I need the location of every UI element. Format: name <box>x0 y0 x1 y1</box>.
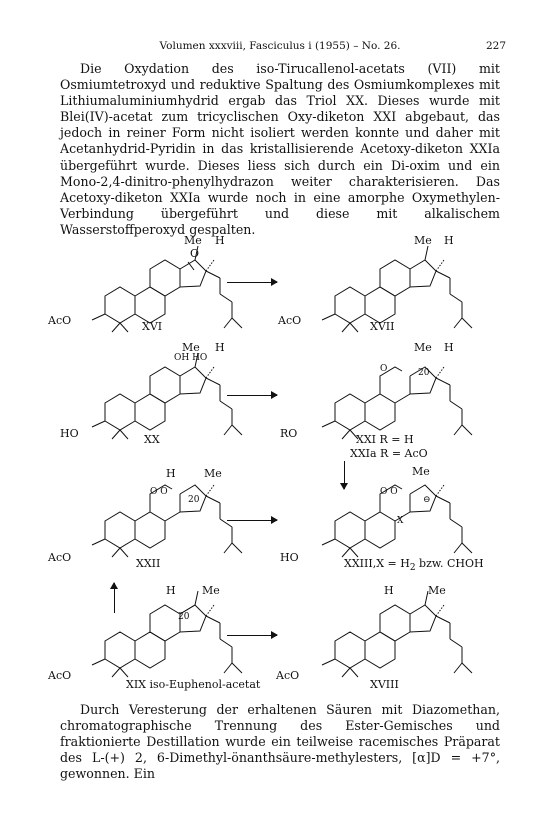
reaction-arrow-1 <box>227 282 277 283</box>
reaction-arrow-4 <box>227 520 277 521</box>
xxiii-o: O O <box>380 487 398 497</box>
xxiii-charge: ⊖ <box>423 495 431 505</box>
structure-xxi <box>322 367 472 439</box>
xx-label: XX <box>144 433 160 446</box>
xvii-label: XVII <box>370 320 395 333</box>
xxiii-ho: HO <box>280 551 299 564</box>
xviii-aco: AcO <box>276 669 300 682</box>
xvii-aco: AcO <box>278 314 302 327</box>
xvi-o: O <box>190 247 200 260</box>
xxii-h: H <box>166 467 176 480</box>
xix-me: Me <box>202 584 220 597</box>
xxiii-me: Me <box>412 465 430 478</box>
reaction-scheme-figure <box>48 234 512 695</box>
xxia-label: XXIa R = AcO <box>350 447 428 460</box>
xxi-o: O <box>380 364 388 374</box>
running-title: Volumen xxxviii, Fasciculus i (1955) – No. 26. <box>159 40 401 52</box>
xvi-h: H <box>215 234 225 247</box>
xvi-aco: AcO <box>48 314 72 327</box>
xx-me: Me <box>182 341 200 354</box>
xix-pos: 20 <box>178 612 190 622</box>
xxii-label: XXII <box>136 557 161 570</box>
xviii-label: XVIII <box>370 678 399 691</box>
xx-oh-ho: OH HO <box>174 353 208 363</box>
xix-label: XIX iso-Euphenol-acetat <box>126 678 261 691</box>
xxiii-label: XXIII,X = $H_2$ bzw. CHOH <box>344 557 484 574</box>
structure-xvi <box>92 246 242 332</box>
reaction-arrow-3 <box>344 461 345 489</box>
xxi-pos: 20 <box>418 368 430 378</box>
xxi-me: Me <box>414 341 432 354</box>
structure-drawings <box>52 240 512 695</box>
running-header <box>60 40 506 54</box>
xx-h: H <box>215 341 225 354</box>
xxi-label: XXI R = H <box>356 433 414 446</box>
xxii-aco: AcO <box>48 551 72 564</box>
body-paragraph-2: Durch Veresterung der erhaltenen Säuren mit Diazomethan, chromatographische Trennung des Ester-Gemisches und fraktionierte Destillation wurde ein teilweise racemisches Präparat des L-(+) 2, 6-Dimethyl-önanthsäure-methylesters, [α]D = +7°, gewonnen. Ein <box>60 702 500 782</box>
xxii-o: O O <box>150 487 168 497</box>
xviii-h: H <box>384 584 394 597</box>
structure-xvii <box>322 246 472 332</box>
xix-aco: AcO <box>48 669 72 682</box>
reaction-arrow-2 <box>227 395 277 396</box>
reaction-arrow-5 <box>114 583 115 613</box>
xxiii-x: X <box>397 516 404 526</box>
body-paragraph-1: Die Oxydation des iso-Tirucallenol-acetats (VII) mit Osmiumtetroxyd und reduktive Spaltung des Osmiumkomplexes mit Lithiumaluminiumhydrid ergab das Triol XX. Dieses wurde mit Blei(IV)-acetat zum tricyclischen Oxy-diketon XXI abgebaut, das jedoch in reiner Form nicht isoliert werden konnte und daher mit Acetanhydrid-Pyridin in das kristallisierende Acetoxy-diketon XXIa übergeführt wurde. Dieses liess sich durch ein Di-oxim und ein Mono-2,4-dinitro-phenylhydrazon weiter charakterisieren. Das Acetoxy-diketon XXIa wurde noch in eine amorphe Oxymethylen-Verbindung übergeführt und diese mit alkalischem Wasserstoffperoxyd gespalten. <box>60 61 500 237</box>
xx-ho: HO <box>60 427 79 440</box>
xvii-h: H <box>444 234 454 247</box>
structure-xviii <box>322 591 472 677</box>
xvi-me: Me <box>184 234 202 247</box>
xix-h: H <box>166 584 176 597</box>
xviii-me: Me <box>428 584 446 597</box>
xxii-me: Me <box>204 467 222 480</box>
xxii-pos: 20 <box>188 495 200 505</box>
xvii-me: Me <box>414 234 432 247</box>
xxi-ro: RO <box>280 427 298 440</box>
structure-xx <box>92 353 242 439</box>
xxi-h: H <box>444 341 454 354</box>
xvi-label: XVI <box>142 320 163 333</box>
reaction-arrow-6 <box>227 635 277 636</box>
page-number: 227 <box>485 40 506 52</box>
